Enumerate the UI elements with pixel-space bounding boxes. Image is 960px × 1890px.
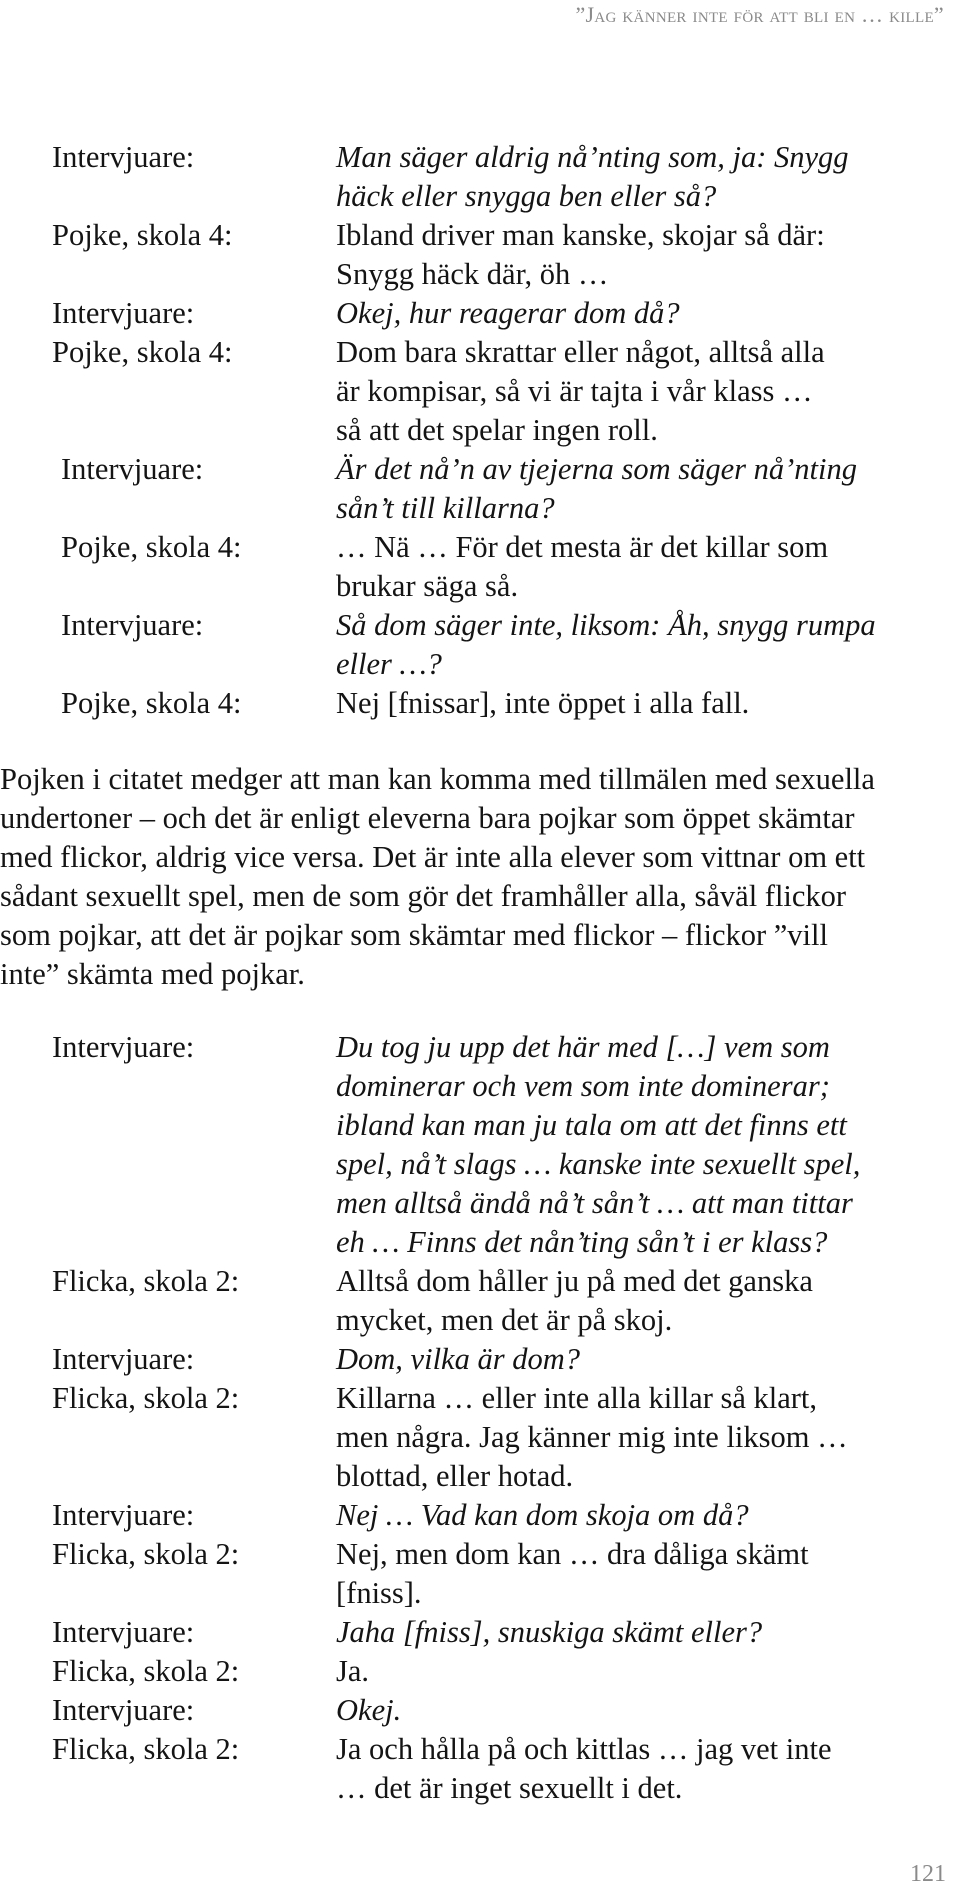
speaker-label: Intervjuare: bbox=[52, 1342, 195, 1376]
paragraph-line: med flickor, aldrig vice versa. Det är inte alla elever som vittnar om ett bbox=[0, 840, 866, 874]
dialogue-turn bbox=[0, 1730, 960, 1808]
dialogue-turn bbox=[0, 684, 960, 723]
speech-line: Nej … Vad kan dom skoja om då? bbox=[336, 1498, 749, 1532]
dialogue-turn bbox=[0, 1652, 960, 1691]
speech-line: blottad, eller hotad. bbox=[336, 1459, 574, 1493]
speech-line: är kompisar, så vi är tajta i vår klass … bbox=[336, 374, 813, 408]
speaker-label: Flicka, skola 2: bbox=[52, 1654, 240, 1688]
speaker-label: Pojke, skola 4: bbox=[52, 335, 233, 369]
dialogue-turn bbox=[0, 528, 960, 606]
body-paragraph bbox=[0, 760, 960, 994]
speaker-label: Intervjuare: bbox=[52, 1693, 195, 1727]
speech-text bbox=[336, 606, 960, 684]
dialogue-turn bbox=[0, 1496, 960, 1535]
dialogue-turn bbox=[0, 333, 960, 450]
interview-excerpt-1 bbox=[0, 138, 960, 723]
speech-line: så att det spelar ingen roll. bbox=[336, 413, 658, 447]
speaker-label: Pojke, skola 4: bbox=[61, 686, 242, 720]
speaker-label: Intervjuare: bbox=[52, 140, 195, 174]
speaker-label: Pojke, skola 4: bbox=[61, 530, 242, 564]
speech-line: Nej, men dom kan … dra dåliga skämt bbox=[336, 1537, 809, 1571]
speaker-label: Flicka, skola 2: bbox=[52, 1732, 240, 1766]
dialogue-turn bbox=[0, 216, 960, 294]
speaker-label: Intervjuare: bbox=[52, 1498, 195, 1532]
speaker-label: Flicka, skola 2: bbox=[52, 1537, 240, 1571]
speech-line: Okej. bbox=[336, 1693, 402, 1727]
speech-line: men några. Jag känner mig inte liksom … bbox=[336, 1420, 848, 1454]
speech-line: Killarna … eller inte alla killar så klart, bbox=[336, 1381, 818, 1415]
speech-text bbox=[336, 1652, 960, 1691]
speech-line: eh … Finns det nån’ting sån’t i er klass? bbox=[336, 1225, 828, 1259]
speech-line: Ibland driver man kanske, skojar så där: bbox=[336, 218, 825, 252]
speech-line: Okej, hur reagerar dom då? bbox=[336, 296, 680, 330]
speech-line: Alltså dom håller ju på med det ganska bbox=[336, 1264, 813, 1298]
speech-line: Snygg häck där, öh … bbox=[336, 257, 609, 291]
speech-line: Man säger aldrig nå’nting som, ja: Snygg bbox=[336, 140, 849, 174]
speaker-label: Flicka, skola 2: bbox=[52, 1381, 240, 1415]
speech-text bbox=[336, 294, 960, 333]
speaker-label: Intervjuare: bbox=[61, 452, 204, 486]
speech-text bbox=[336, 684, 960, 723]
speech-line: mycket, men det är på skoj. bbox=[336, 1303, 673, 1337]
running-head: ”Jag känner inte för att bli en … kille” bbox=[575, 2, 944, 27]
paragraph-line: som pojkar, att det är pojkar som skämtar med flickor – flickor ”vill bbox=[0, 918, 828, 952]
speech-text bbox=[336, 216, 960, 294]
speech-line: Ja. bbox=[336, 1654, 370, 1688]
dialogue-turn bbox=[0, 1340, 960, 1379]
speech-line: Ja och hålla på och kittlas … jag vet inte bbox=[336, 1732, 832, 1766]
speaker-label: Intervjuare: bbox=[52, 1615, 195, 1649]
speech-text bbox=[336, 1730, 960, 1808]
dialogue-turn bbox=[0, 138, 960, 216]
speech-text bbox=[336, 1340, 960, 1379]
dialogue-turn bbox=[0, 1379, 960, 1496]
speaker-label: Intervjuare: bbox=[52, 1030, 195, 1064]
speech-text bbox=[336, 528, 960, 606]
speech-line: [fniss]. bbox=[336, 1576, 422, 1610]
dialogue-turn bbox=[0, 1262, 960, 1340]
dialogue-turn bbox=[0, 1535, 960, 1613]
speech-text bbox=[336, 138, 960, 216]
paragraph-line: inte” skämta med pojkar. bbox=[0, 957, 305, 991]
speech-text bbox=[336, 1262, 960, 1340]
dialogue-turn bbox=[0, 1028, 960, 1262]
speech-line: häck eller snygga ben eller så? bbox=[336, 179, 717, 213]
speech-text bbox=[336, 1613, 960, 1652]
dialogue-turn bbox=[0, 606, 960, 684]
speaker-label: Intervjuare: bbox=[52, 296, 195, 330]
speaker-label: Pojke, skola 4: bbox=[52, 218, 233, 252]
speech-line: Du tog ju upp det här med […] vem som bbox=[336, 1030, 830, 1064]
speech-text bbox=[336, 1496, 960, 1535]
paragraph-line: undertoner – och det är enligt eleverna bara pojkar som öppet skämtar bbox=[0, 801, 855, 835]
speaker-label: Flicka, skola 2: bbox=[52, 1264, 240, 1298]
paragraph-line: Pojken i citatet medger att man kan komma med tillmälen med sexuella bbox=[0, 762, 875, 796]
speech-text bbox=[336, 1028, 960, 1262]
speech-line: Nej [fnissar], inte öppet i alla fall. bbox=[336, 686, 750, 720]
speech-line: eller …? bbox=[336, 647, 442, 681]
dialogue-turn bbox=[0, 1613, 960, 1652]
speech-line: men alltså ändå nå’t sån’t … att man tittar bbox=[336, 1186, 853, 1220]
speech-line: Så dom säger inte, liksom: Åh, snygg rumpa bbox=[336, 608, 876, 642]
speech-line: brukar säga så. bbox=[336, 569, 519, 603]
speech-text bbox=[336, 450, 960, 528]
speech-line: Dom, vilka är dom? bbox=[336, 1342, 580, 1376]
speech-line: … det är inget sexuellt i det. bbox=[336, 1771, 683, 1805]
speech-text bbox=[336, 1535, 960, 1613]
speech-line: … Nä … För det mesta är det killar som bbox=[336, 530, 829, 564]
dialogue-turn bbox=[0, 450, 960, 528]
interview-excerpt-2 bbox=[0, 1028, 960, 1808]
speech-line: sån’t till killarna? bbox=[336, 491, 555, 525]
speech-line: ibland kan man ju tala om att det finns ett bbox=[336, 1108, 847, 1142]
paragraph-line: sådant sexuellt spel, men de som gör det framhåller alla, såväl flickor bbox=[0, 879, 847, 913]
page-number: 121 bbox=[910, 1861, 946, 1887]
speech-text bbox=[336, 1379, 960, 1496]
speech-text bbox=[336, 1691, 960, 1730]
dialogue-turn bbox=[0, 294, 960, 333]
dialogue-turn bbox=[0, 1691, 960, 1730]
speech-line: Jaha [fniss], snuskiga skämt eller? bbox=[336, 1615, 763, 1649]
speech-line: Är det nå’n av tjejerna som säger nå’nting bbox=[336, 452, 857, 486]
speech-line: spel, nå’t slags … kanske inte sexuellt spel, bbox=[336, 1147, 861, 1181]
speech-line: dominerar och vem som inte dominerar; bbox=[336, 1069, 830, 1103]
speech-text bbox=[336, 333, 960, 450]
speaker-label: Intervjuare: bbox=[61, 608, 204, 642]
speech-line: Dom bara skrattar eller något, alltså alla bbox=[336, 335, 825, 369]
